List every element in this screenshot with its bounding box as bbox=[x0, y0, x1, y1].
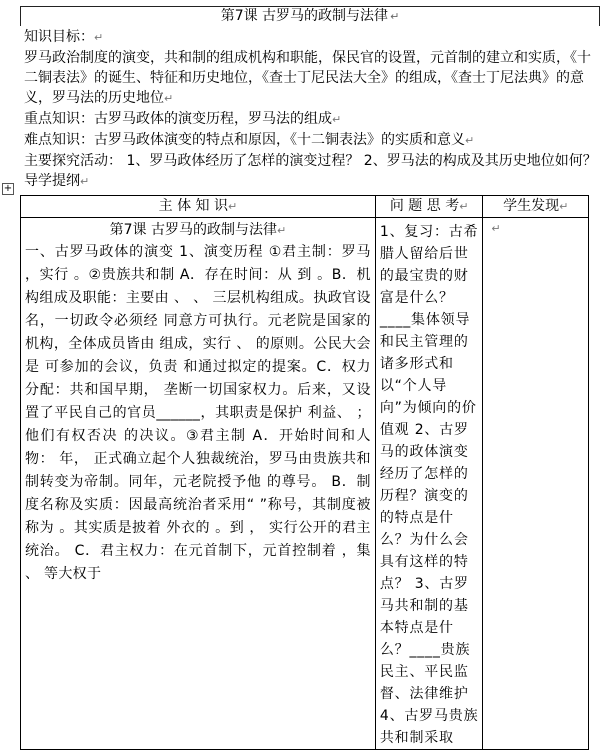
study-guide-table bbox=[20, 195, 589, 750]
question-cell[interactable] bbox=[375, 218, 483, 750]
paragraph-mark-icon: ↵ bbox=[94, 31, 104, 44]
paragraph-mark-icon: ↵ bbox=[559, 200, 569, 213]
knowledge-goal-text: 罗马政治制度的演变，共和制的组成机构和职能，保民官的设置，元首制的建立和实质，《十二铜表法》的诞生、特征和历史地位，《查士丁尼民法大全》的组成，《查士丁尼法典》的意义，罗马法的历史地位↵ bbox=[24, 50, 591, 106]
lesson-title-box bbox=[20, 6, 600, 26]
paragraph-mark-icon: ↵ bbox=[390, 10, 400, 23]
header-student-findings[interactable]: 学生发现↵ bbox=[483, 196, 589, 218]
main-knowledge-text: 一、古罗马政体的演变 1、演变历程 ①君主制：罗马 ，实行 。②贵族共和制 A．存在时间：从 到 。B．机构组成及职能：主要由 、 、 三层机构组成。执政官设 名，一切政令必须经 同意方可执行。元老院是国家的 机构，全体成员皆由 组成，实行 、 的原则。公民大会是 可参加的会议，负责 和通过拟定的提案。C．权力分配：共和国早期， 垄断一切国家权力。后来，又设置了平民自己的官员______，其职责是保护 利益、 ；他们有权否决 的决议。③君主制 A．开始时间和人物： 年， 正式确立起个人独裁统治，罗马由贵族共和制转变为帝制。同年，元老院授予他 的尊号。 B．制度名称及实质：因最高统治者采用“ ”称号，其制度被称为 。其实质是披着 外衣的 。到 ， 实行公开的君主统治。 C．君主权力：在元首制下，元首控制着 ，集 、 等大权于 bbox=[25, 244, 371, 582]
header-question-thinking[interactable]: 问 题 思 考↵ bbox=[375, 196, 483, 218]
paragraph-mark-icon: ↵ bbox=[459, 200, 469, 213]
paragraph-mark-icon: ↵ bbox=[80, 175, 90, 188]
table-header-row bbox=[21, 196, 589, 218]
paragraph-mark-icon: ↵ bbox=[465, 134, 475, 147]
guide-heading: 导学提纲↵ bbox=[24, 173, 90, 189]
paragraph-mark-icon: ↵ bbox=[277, 224, 287, 237]
paragraph-mark-icon: ↵ bbox=[332, 113, 342, 126]
paragraph-mark-icon: ↵ bbox=[491, 222, 501, 235]
table-move-handle-icon[interactable]: + bbox=[3, 183, 13, 194]
paragraph-mark-icon: ↵ bbox=[164, 92, 174, 105]
key-point: 重点知识：古罗马政体的演变历程，罗马法的组成↵ bbox=[24, 111, 342, 127]
paragraph-mark-icon: ↵ bbox=[228, 200, 238, 213]
header-main-knowledge[interactable]: 主 体 知 识↵ bbox=[21, 196, 376, 218]
activity-line: 主要探究活动： 1、罗马政体经历了怎样的演变过程？ 2、罗马法的构成及其历史地位如何？ bbox=[24, 153, 597, 169]
difficult-point: 难点知识：古罗马政体演变的特点和原因，《十二铜表法》的实质和意义↵ bbox=[24, 132, 475, 148]
intro-section bbox=[24, 27, 597, 192]
lesson-title: 第7课 古罗马的政制与法律 bbox=[220, 8, 389, 24]
main-knowledge-cell[interactable] bbox=[21, 218, 376, 750]
cell-lesson-title: 第7课 古罗马的政制与法律↵ bbox=[109, 222, 287, 238]
question-text: 1、复习：古希腊人留给后世的最宝贵的财富是什么？____集体领导和民主管理的诸多形式和以“个人导向”为倾向的价值观 2、古罗马的政体演变经历了怎样的历程？演变的的特点是什么？为什么会具有这样的特点？ 3、古罗马共和制的基本特点是什么？____贵族民主、平民监督、法律维护 4、古罗马贵族共和制采取 bbox=[379, 224, 479, 746]
knowledge-goal-heading: 知识目标：↵ bbox=[24, 29, 104, 45]
table-content-row bbox=[21, 218, 589, 750]
student-findings-cell[interactable] bbox=[483, 218, 589, 750]
